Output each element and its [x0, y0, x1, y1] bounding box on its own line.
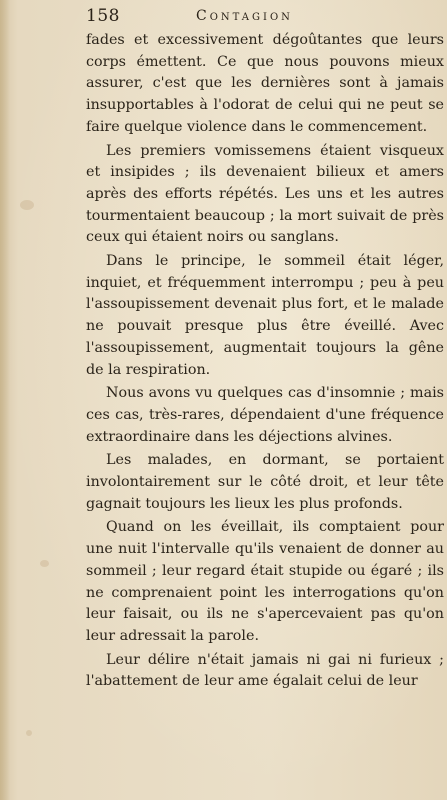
page-gutter-shadow	[0, 0, 10, 800]
paragraph: Dans le principe, le sommeil était léger, inquiet, et fréquemment interrompu ; peu à peu l'assoupissement devenait plus fort, et le malade ne pouvait presque plus être éveillé. Avec l'assoupissement, augmentait toujours la gêne de la respiration.	[86, 253, 444, 378]
paragraph: Les malades, en dormant, se portaient involontairement sur le côté droit, et leur tête gagnait toujours les lieux les plus profonds.	[86, 452, 444, 512]
page-number: 158	[86, 6, 120, 26]
paragraph: fades et excessivement dégoûtantes que leurs corps émettent. Ce que nous pouvons mieux assurer, c'est que les dernières sont à jamais insupportables à l'odorat de celui qui ne peut se faire quelque violence dans le commencement.	[86, 32, 444, 135]
paper-stain	[26, 730, 32, 736]
paragraph: Les premiers vomissemens étaient visqueux et insipides ; ils devenaient bilieux et amers après des efforts répétés. Les uns et les autres tourmentaient beaucoup ; la mort suivait de près ceux qui étaient noirs ou sanglans.	[86, 142, 444, 246]
paragraph: Quand on les éveillait, ils comptaient pour une nuit l'intervalle qu'ils venaient de donner au sommeil ; leur regard était stupide ou égaré ; ils ne comprenaient point les interrogations qu'on leur faisait, ou ils ne s'apercevaient pas qu'on leur adressait la parole.	[86, 519, 444, 644]
paragraph: Nous avons vu quelques cas d'insomnie ; mais ces cas, très-rares, dépendaient d'une fréquence extraordinaire dans les déjections alvines.	[86, 385, 444, 445]
paper-stain	[40, 560, 49, 567]
body-text	[86, 30, 444, 695]
running-title: Contagion	[196, 8, 293, 24]
paper-stain	[20, 200, 34, 210]
paragraph: Leur délire n'était jamais ni gai ni furieux ; l'abattement de leur ame égalait celui de leur	[86, 651, 444, 690]
running-head	[86, 4, 444, 30]
